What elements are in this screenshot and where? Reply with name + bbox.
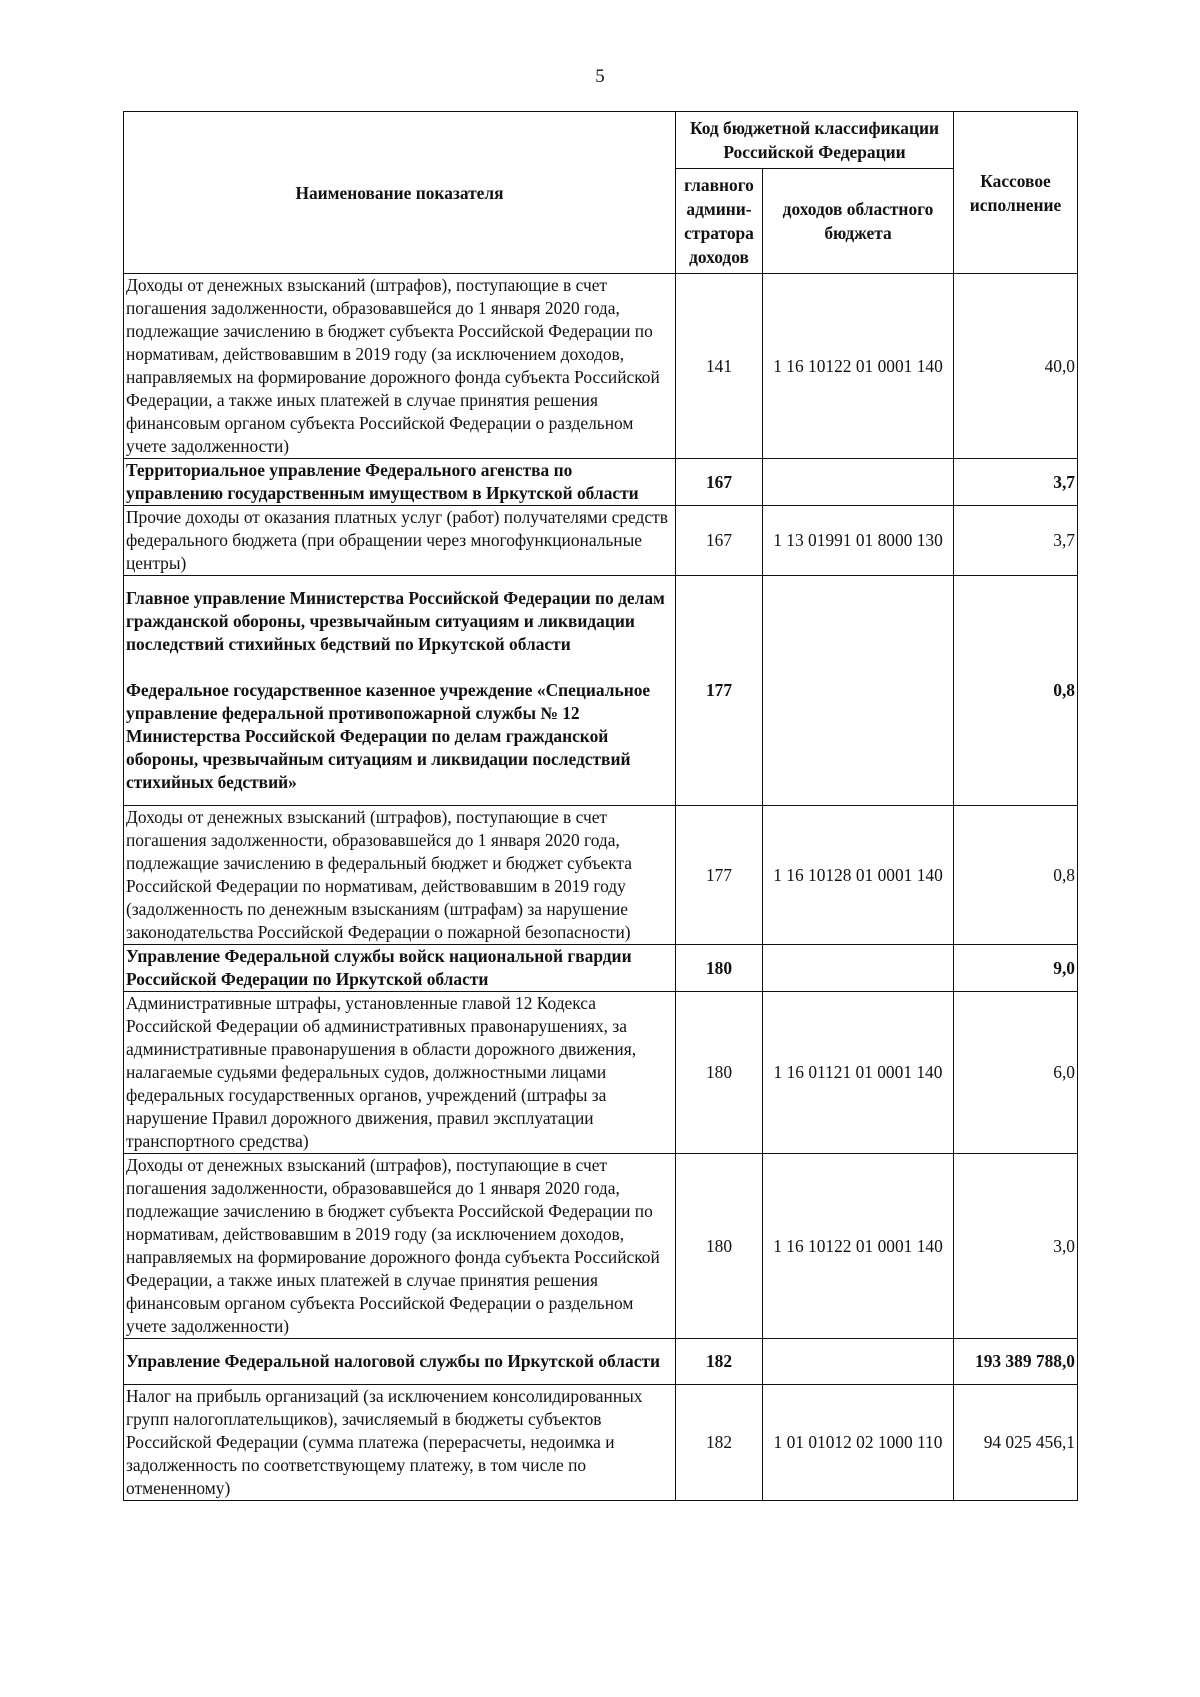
row-income-code: 1 16 10128 01 0001 140 (763, 806, 954, 945)
table-row (124, 806, 1078, 945)
row-income-code: 1 13 01991 01 8000 130 (763, 506, 954, 576)
row-admin-code: 180 (676, 1154, 763, 1339)
table-row-admin (124, 576, 1078, 806)
row-admin-code: 167 (676, 506, 763, 576)
row-admin-code: 177 (676, 806, 763, 945)
table-row (124, 992, 1078, 1154)
row-admin-code: 182 (676, 1339, 763, 1385)
row-admin-code: 182 (676, 1385, 763, 1501)
table-row (124, 1154, 1078, 1339)
row-income-code: 1 16 10122 01 0001 140 (763, 274, 954, 459)
row-admin-code: 167 (676, 459, 763, 506)
row-name: Управление Федеральной службы войск национальной гвардии Российской Федерации по Иркутской области (124, 945, 676, 992)
row-name: Управление Федеральной налоговой службы по Иркутской области (124, 1339, 676, 1385)
row-amount: 3,7 (954, 506, 1078, 576)
paragraph-gap (126, 656, 673, 679)
row-amount: 6,0 (954, 992, 1078, 1154)
row-name: Доходы от денежных взысканий (штрафов), поступающие в счет погашения задолженности, образовавшейся до 1 января 2020 года, подлежащие зачислению в бюджет субъекта Российской Федерации по нормативам, действовавшим в 2019 году (за исключением доходов, направляемых на формирование дорожного фонда субъекта Российской Федерации, а также иных платежей в случае принятия решения финансовым органом субъекта Российской Федерации о раздельном учете задолженности) (124, 1154, 676, 1339)
row-name: Налог на прибыль организаций (за исключением консолидированных групп налогоплательщиков), зачисляемый в бюджеты субъектов Российской Федерации (сумма платежа (перерасчеты, недоимка и задолженность по соответствующему платежу, в том числе по отмененному) (124, 1385, 676, 1501)
table-row (124, 274, 1078, 459)
row-admin-code: 180 (676, 945, 763, 992)
row-amount: 94 025 456,1 (954, 1385, 1078, 1501)
row-admin-code: 180 (676, 992, 763, 1154)
row-income-code: 1 01 01012 02 1000 110 (763, 1385, 954, 1501)
row-name-primary: Главное управление Министерства Российской Федерации по делам гражданской обороны, чрезвычайным ситуациям и ликвидации последствий стихийных бедствий по Иркутской области (126, 588, 665, 654)
table-row-admin (124, 459, 1078, 506)
row-income-code (763, 576, 954, 806)
header-execution: Кассовое исполнение (954, 112, 1078, 274)
table-row (124, 1385, 1078, 1501)
header-admin-code: главного админи-стратора доходов (676, 169, 763, 274)
row-amount: 193 389 788,0 (954, 1339, 1078, 1385)
row-amount: 3,0 (954, 1154, 1078, 1339)
row-amount: 3,7 (954, 459, 1078, 506)
row-amount: 40,0 (954, 274, 1078, 459)
header-income-code: доходов областного бюджета (763, 169, 954, 274)
header-code-group: Код бюджетной классификации Российской Федерации (676, 112, 954, 169)
row-income-code: 1 16 01121 01 0001 140 (763, 992, 954, 1154)
row-name: Доходы от денежных взысканий (штрафов), поступающие в счет погашения задолженности, образовавшейся до 1 января 2020 года, подлежащие зачислению в бюджет субъекта Российской Федерации по нормативам, действовавшим в 2019 году (за исключением доходов, направляемых на формирование дорожного фонда субъекта Российской Федерации, а также иных платежей в случае принятия решения финансовым органом субъекта Российской Федерации о раздельном учете задолженности) (124, 274, 676, 459)
table-row-admin (124, 945, 1078, 992)
row-income-code (763, 459, 954, 506)
row-income-code (763, 1339, 954, 1385)
table-row-admin (124, 1339, 1078, 1385)
row-income-code (763, 945, 954, 992)
table-header (124, 112, 1078, 274)
row-name: Территориальное управление Федерального агенства по управлению государственным имуществом в Иркутской области (124, 459, 676, 506)
revenue-table (123, 111, 1078, 1501)
row-name: Прочие доходы от оказания платных услуг (работ) получателями средств федерального бюджета (при обращении через многофункциональные центры) (124, 506, 676, 576)
row-amount: 9,0 (954, 945, 1078, 992)
row-admin-code: 141 (676, 274, 763, 459)
header-name: Наименование показателя (124, 112, 676, 274)
row-amount: 0,8 (954, 806, 1078, 945)
row-income-code: 1 16 10122 01 0001 140 (763, 1154, 954, 1339)
row-name (124, 576, 676, 806)
row-amount: 0,8 (954, 576, 1078, 806)
table-row (124, 506, 1078, 576)
row-admin-code: 177 (676, 576, 763, 806)
row-name: Доходы от денежных взысканий (штрафов), поступающие в счет погашения задолженности, образовавшейся до 1 января 2020 года, подлежащие зачислению в федеральный бюджет и бюджет субъекта Российской Федерации по нормативам, действовавшим в 2019 году (задолженность по денежным взысканиям (штрафам) за нарушение законодательства Российской Федерации о пожарной безопасности) (124, 806, 676, 945)
row-name: Административные штрафы, установленные главой 12 Кодекса Российской Федерации об административных правонарушениях, за административные правонарушения в области дорожного движения, налагаемые судьями федеральных судов, должностными лицами федеральных государственных органов, учреждений (штрафы за нарушение Правил дорожного движения, правил эксплуатации транспортного средства) (124, 992, 676, 1154)
page-number: 5 (595, 66, 605, 87)
row-name-secondary: Федеральное государственное казенное учреждение «Специальное управление федеральной противопожарной службы № 12 Министерства Российской Федерации по делам гражданской обороны, чрезвычайным ситуациям и ликвидации последствий стихийных бедствий» (126, 680, 651, 792)
